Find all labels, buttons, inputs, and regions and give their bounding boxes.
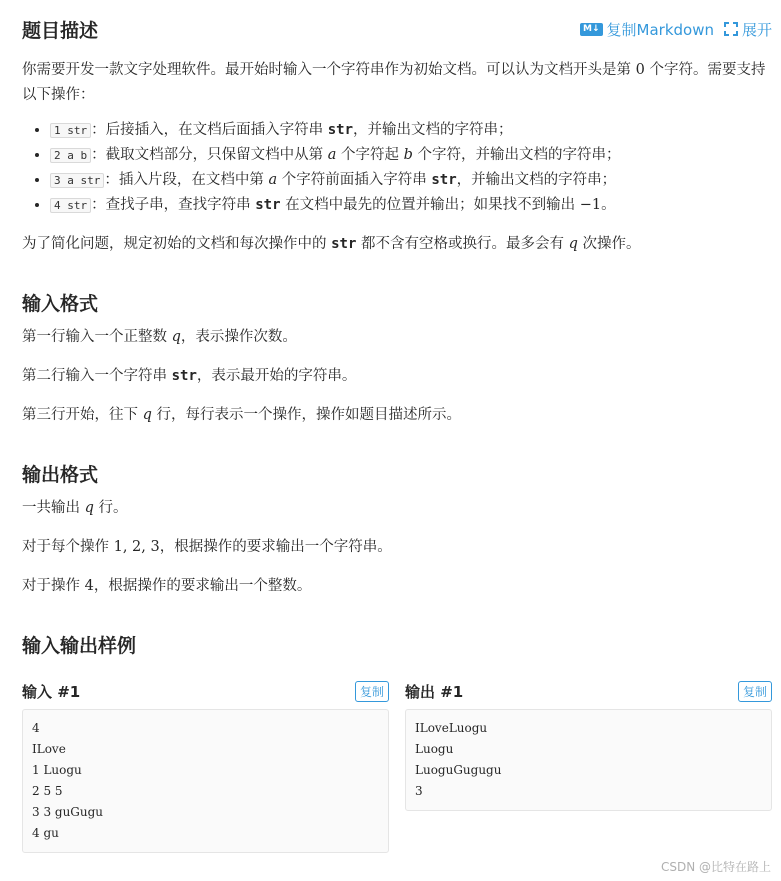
input-format-title: 输入格式 <box>22 292 99 315</box>
output-format-header <box>22 454 772 492</box>
input-line-2: 第二行输入一个字符串 str，表示最开始的字符串。 <box>22 368 357 384</box>
intro-text: 你需要开发一款文字处理软件。最开始时输入一个字符串作为初始文档。可以认为文档开头是第 0 个字符。需要支持以下操作： <box>22 62 766 103</box>
constraint-note: 为了简化问题，规定初始的文档和每次操作中的 str 都不含有空格或换行。最多会有 q 次操作。 <box>22 236 641 252</box>
expand-icon <box>724 22 738 36</box>
copy-markdown-label: 复制Markdown <box>606 20 714 39</box>
output-line-1: 一共输出 q 行。 <box>22 500 128 516</box>
sample-input-title: 输入 #1 <box>22 682 81 701</box>
list-item: • 1 str ：后接插入，在文档后面插入字符串 str，并输出文档的字符串； <box>50 118 772 143</box>
op-code: 3 a str <box>50 173 104 188</box>
copy-markdown-button[interactable] <box>580 19 714 40</box>
input-line-3: 第三行开始，往下 q 行，每行表示一个操作，操作如题目描述所示。 <box>22 407 462 423</box>
samples <box>22 673 772 853</box>
input-format-header <box>22 283 772 321</box>
watermark: CSDN @比特在路上 <box>660 860 771 874</box>
input-line-1: 第一行输入一个正整数 q，表示操作次数。 <box>22 329 297 345</box>
list-item: • 3 a str ：插入片段，在文档中第 a 个字符前面插入字符串 str，并输出文档的字符串； <box>50 168 772 193</box>
output-line-3: 对于操作 4，根据操作的要求输出一个整数。 <box>22 578 312 594</box>
toolbar <box>580 19 772 40</box>
sample-input <box>22 673 389 853</box>
sample-output-title: 输出 #1 <box>405 682 464 701</box>
markdown-icon: M↓ <box>580 23 603 36</box>
expand-label: 展开 <box>741 20 772 39</box>
op-code: 2 a b <box>50 148 91 163</box>
problem-page <box>22 0 772 853</box>
samples-title: 输入输出样例 <box>22 634 137 657</box>
samples-header <box>22 625 772 663</box>
sample-output <box>405 673 772 853</box>
sample-input-box: 4 ILove 1 Luogu 2 5 5 3 3 guGugu 4 gu <box>22 709 389 853</box>
description-header <box>22 0 772 58</box>
list-item: • 2 a b ：截取文档部分，只保留文档中从第 a 个字符起 b 个字符，并输出文档的字符串； <box>50 143 772 168</box>
sample-output-box: ILoveLuogu Luogu LuoguGugugu 3 <box>405 709 772 811</box>
list-item: • 4 str ：查找子串，查找字符串 str 在文档中最先的位置并输出；如果找不到输出 −1。 <box>50 193 772 218</box>
output-line-2: 对于每个操作 1, 2, 3，根据操作的要求输出一个字符串。 <box>22 539 392 555</box>
description-title: 题目描述 <box>22 19 99 42</box>
output-format-title: 输出格式 <box>22 463 99 486</box>
op-code: 4 str <box>50 198 91 213</box>
operation-list <box>22 118 772 218</box>
expand-button[interactable] <box>724 19 772 40</box>
copy-input-button[interactable]: 复制 <box>355 681 389 702</box>
op-code: 1 str <box>50 123 91 138</box>
copy-output-button[interactable]: 复制 <box>738 681 772 702</box>
